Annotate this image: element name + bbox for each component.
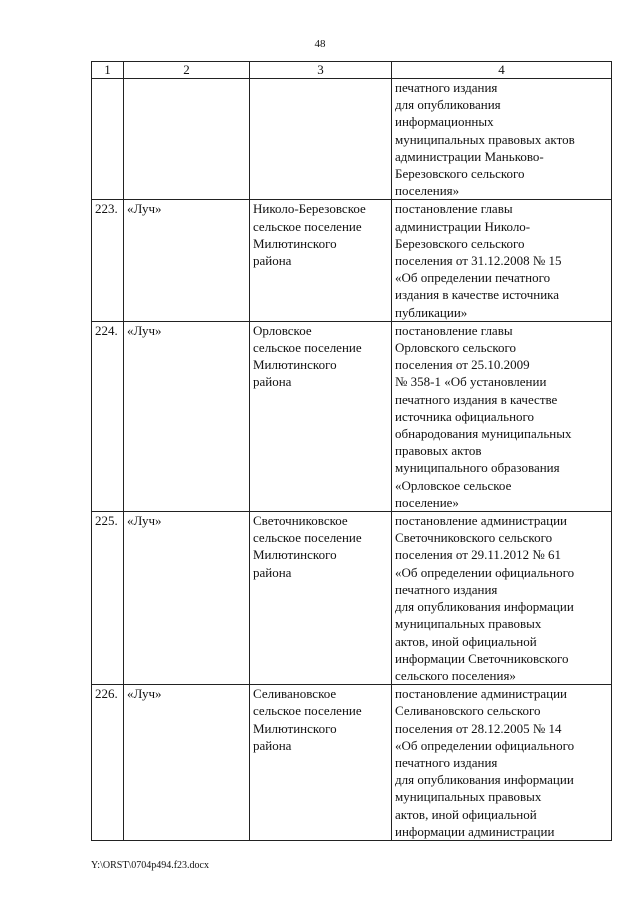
cell-text-line: поселения от 25.10.2009	[395, 357, 530, 373]
cell-text-line: Березовского сельского	[395, 235, 525, 251]
cell-number: 223.	[92, 200, 124, 321]
cell-text-line: информации Светочниковского	[395, 650, 569, 666]
cell-text-line: Милютинского	[253, 547, 337, 563]
table-row-continuation	[92, 79, 612, 200]
cell-text-line: Николо-Березовское	[253, 201, 366, 217]
cell-text-line: муниципальных правовых	[395, 616, 542, 632]
cell-text-line: муниципальных правовых	[395, 789, 542, 805]
cell-settlement	[250, 79, 392, 200]
table-row	[92, 512, 612, 685]
table-row	[92, 200, 612, 321]
cell-text-line: «Орловское сельское	[395, 477, 512, 493]
cell-text-line: Березовского сельского	[395, 166, 525, 182]
cell-settlement	[250, 685, 392, 841]
cell-document	[392, 79, 612, 200]
cell-text-line: «Об определении печатного	[395, 270, 551, 286]
cell-document	[392, 200, 612, 321]
cell-text-line: правовых актов	[395, 443, 482, 459]
cell-text-line: Селивановского сельского	[395, 703, 541, 719]
cell-text-line: издания в качестве источника	[395, 287, 560, 303]
column-header-3: 3	[250, 62, 392, 79]
cell-text-line: сельское поселение	[253, 530, 362, 546]
cell-text-line: сельское поселение	[253, 218, 362, 234]
cell-number: 226.	[92, 685, 124, 841]
cell-text-line: для опубликования информации	[395, 772, 574, 788]
column-header-2: 2	[124, 62, 250, 79]
cell-settlement	[250, 200, 392, 321]
cell-text-line: для опубликования	[395, 97, 501, 113]
column-header-4: 4	[392, 62, 612, 79]
cell-text-line: Орловского сельского	[395, 340, 516, 356]
cell-text-line: сельское поселение	[253, 340, 362, 356]
cell-text-line: информации администрации	[395, 823, 555, 839]
column-header-1: 1	[92, 62, 124, 79]
cell-text-line: информационных	[395, 114, 494, 130]
cell-text-line: источника официального	[395, 408, 535, 424]
cell-text-line: Милютинского	[253, 720, 337, 736]
cell-text-line: постановление администрации	[395, 513, 568, 529]
table-header-row	[92, 62, 612, 79]
cell-text-line: Селивановское	[253, 686, 337, 702]
cell-number: 224.	[92, 321, 124, 511]
cell-text-line: печатного издания в качестве	[395, 391, 558, 407]
cell-text-line: Милютинского	[253, 235, 337, 251]
cell-publication	[124, 79, 250, 200]
cell-text-line: печатного издания	[395, 581, 498, 597]
cell-text-line: обнародования муниципальных	[395, 426, 572, 442]
cell-text-line: актов, иной официальной	[395, 806, 537, 822]
cell-text-line: печатного издания	[395, 80, 498, 95]
cell-number: 225.	[92, 512, 124, 685]
cell-text-line: «Об определении официального	[395, 737, 575, 753]
cell-text-line: Светочниковского сельского	[395, 530, 553, 546]
cell-publication: «Луч»	[124, 200, 250, 321]
cell-text-line: поселения»	[395, 183, 460, 199]
cell-text-line: сельское поселение	[253, 703, 362, 719]
cell-text-line: печатного издания	[395, 754, 498, 770]
cell-text-line: актов, иной официальной	[395, 633, 537, 649]
cell-settlement	[250, 512, 392, 685]
cell-number	[92, 79, 124, 200]
cell-publication: «Луч»	[124, 512, 250, 685]
table-row	[92, 321, 612, 511]
footer-file-path: Y:\ORST\0704p494.f23.docx	[91, 860, 209, 871]
cell-text-line: района	[253, 564, 292, 580]
cell-text-line: поселения от 28.12.2005 № 14	[395, 720, 562, 736]
cell-text-line: Орловское	[253, 322, 312, 338]
cell-settlement	[250, 321, 392, 511]
cell-text-line: Светочниковское	[253, 513, 348, 529]
cell-text-line: муниципального образования	[395, 460, 560, 476]
cell-text-line: «Об определении официального	[395, 564, 575, 580]
cell-text-line: публикации»	[395, 304, 468, 320]
cell-text-line: поселения от 31.12.2008 № 15	[395, 253, 562, 269]
cell-text-line: для опубликования информации	[395, 599, 574, 615]
cell-text-line: сельского поселения»	[395, 667, 516, 683]
page-number: 48	[314, 38, 326, 50]
cell-text-line: Милютинского	[253, 357, 337, 373]
cell-text-line: поселение»	[395, 494, 459, 510]
cell-text-line: администрации Маньково-	[395, 148, 544, 164]
cell-text-line: муниципальных правовых актов	[395, 131, 575, 147]
registry-table	[91, 61, 612, 841]
cell-publication: «Луч»	[124, 321, 250, 511]
cell-text-line: постановление администрации	[395, 686, 568, 702]
cell-text-line: № 358-1 «Об установлении	[395, 374, 547, 390]
cell-document	[392, 685, 612, 841]
cell-text-line: района	[253, 374, 292, 390]
cell-text-line: постановление главы	[395, 201, 513, 217]
cell-text-line: постановление главы	[395, 322, 513, 338]
cell-document	[392, 321, 612, 511]
cell-text-line: поселения от 29.11.2012 № 61	[395, 547, 562, 563]
cell-text-line: администрации Николо-	[395, 218, 531, 234]
cell-publication: «Луч»	[124, 685, 250, 841]
cell-text-line: района	[253, 737, 292, 753]
cell-document	[392, 512, 612, 685]
cell-text-line: района	[253, 253, 292, 269]
table-row	[92, 685, 612, 841]
